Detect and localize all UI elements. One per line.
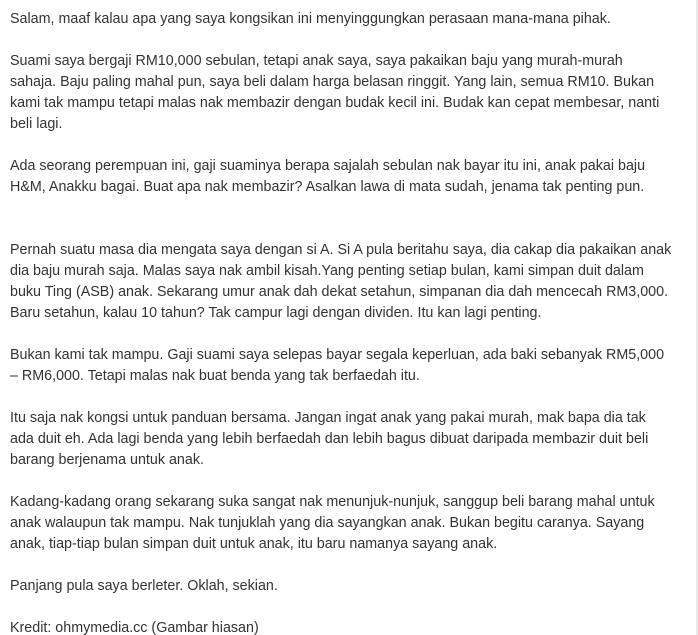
paragraph-greeting: Salam, maaf kalau apa yang saya kongsikan ini menyinggungkan perasaan mana-mana pihak. xyxy=(10,11,611,27)
article-body xyxy=(10,9,672,618)
paragraph-salary: Suami saya bergaji RM10,000 sebulan, tetapi anak saya, saya pakaikan baju yang murah-murah sahaja. Baju paling mahal pun, saya beli dalam harga belasan ringgit. Yang lain, semua RM10. Bukan kami tak mampu tetapi malas nak membazir dengan budak kecil ini. Budak kan cepat membesar, nanti beli lagi. xyxy=(10,53,660,132)
paragraph-other-woman: Ada seorang perempuan ini, gaji suaminya berapa sajalah sebulan nak bayar itu ini, anak pakai baju H&M, Anakku bagai. Buat apa nak membazir? Asalkan lawa di mata sudah, jenama tak penting pun. xyxy=(10,158,646,195)
paragraph-balance: Bukan kami tak mampu. Gaji suami saya selepas bayar segala keperluan, ada baki sebanyak RM5,000 – RM6,000. Tetapi malas nak buat benda yang tak berfaedah itu. xyxy=(10,347,665,384)
paragraph-savings: Pernah suatu masa dia mengata saya dengan si A. Si A pula beritahu saya, dia cakap dia pakaikan anak dia baju murah saja. Malas saya nak ambil kisah.Yang penting setiap bulan, kami simpan duit dalam buku Ting (ASB) anak. Sekarang umur anak dah dekat setahun, simpanan dia dah mencecah RM3,000. Baru setahun, kalau 10 tahun? Tak campur lagi dengan dividen. Itu kan lagi penting. xyxy=(10,242,672,321)
paragraph-share: Itu saja nak kongsi untuk panduan bersama. Jangan ingat anak yang pakai murah, mak bapa dia tak ada duit eh. Ada lagi benda yang lebih berfaedah dan lebih bagus dibuat daripada membazir duit beli barang berjenama untuk anak. xyxy=(10,410,649,468)
paragraph-show-off: Kadang-kadang orang sekarang suka sangat nak menunjuk-nunjuk, sanggup beli barang mahal untuk anak walaupun tak mampu. Nak tunjuklah yang dia sayangkan anak. Bukan begitu caranya. Sayang anak, tiap-tiap bulan simpan duit untuk anak, itu baru namanya sayang anak. xyxy=(10,494,655,552)
paragraph-closing: Panjang pula saya berleter. Oklah, sekian. xyxy=(10,578,278,594)
image-credit: Kredit: ohmymedia.cc (Gambar hiasan) xyxy=(10,620,259,635)
